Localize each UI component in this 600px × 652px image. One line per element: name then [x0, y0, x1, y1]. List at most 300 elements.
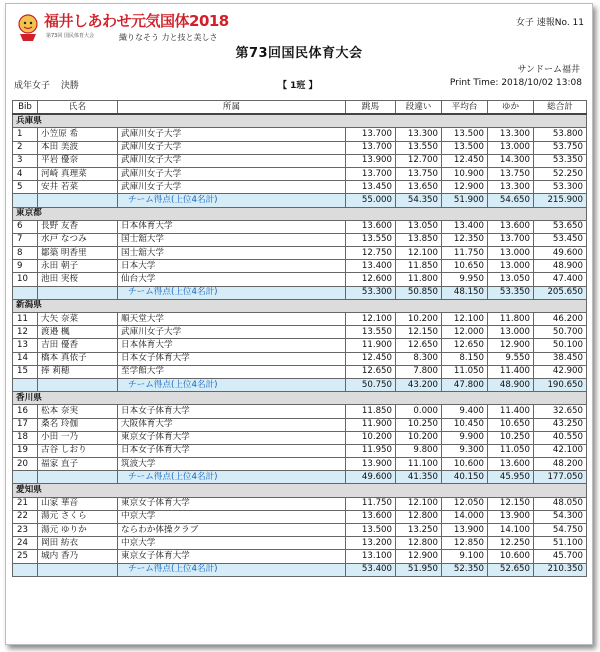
total-cell: 38.450 [534, 352, 587, 365]
results-table [12, 100, 587, 577]
name-cell: 本田 美波 [38, 141, 118, 154]
total-cell: 49.600 [534, 247, 587, 260]
vault-cell: 11.900 [346, 339, 396, 352]
affiliation-cell: 日本体育大学 [118, 220, 346, 233]
affiliation-cell: 中京大学 [118, 537, 346, 550]
total-cell: 47.400 [534, 273, 587, 286]
name-cell: 橋本 真依子 [38, 352, 118, 365]
team-total-row [13, 286, 587, 299]
table-row [13, 550, 587, 563]
team-vault-cell: 49.600 [346, 471, 396, 484]
prefecture-row [13, 299, 587, 312]
affiliation-cell: 日本女子体育大学 [118, 444, 346, 457]
team-vault-cell: 53.400 [346, 563, 396, 576]
vault-cell: 13.450 [346, 181, 396, 194]
total-cell: 50.100 [534, 339, 587, 352]
table-row [13, 313, 587, 326]
beam-cell: 10.900 [442, 167, 488, 180]
floor-cell: 13.000 [488, 260, 534, 273]
bars-cell: 10.200 [396, 313, 442, 326]
name-cell: 桑名 玲伽 [38, 418, 118, 431]
team-blank-cell [13, 471, 38, 484]
col-name: 氏名 [38, 101, 118, 115]
prefecture-row [13, 114, 587, 128]
col-vault: 跳馬 [346, 101, 396, 115]
col-beam: 平均台 [442, 101, 488, 115]
team-floor-cell: 45.950 [488, 471, 534, 484]
name-cell: 大矢 奈菜 [38, 313, 118, 326]
team-beam-cell: 47.800 [442, 378, 488, 391]
name-cell: 山家 華音 [38, 497, 118, 510]
name-cell: 小田 一乃 [38, 431, 118, 444]
col-bib: Bib [13, 101, 38, 115]
name-cell: 安井 若菜 [38, 181, 118, 194]
beam-cell: 13.500 [442, 128, 488, 141]
affiliation-cell: 武庫川女子大学 [118, 141, 346, 154]
bars-cell: 12.650 [396, 339, 442, 352]
team-total-row [13, 563, 587, 576]
bib-cell: 17 [13, 418, 38, 431]
vault-cell: 13.700 [346, 167, 396, 180]
table-row [13, 497, 587, 510]
team-total-label: チーム得点(上位4名計) [118, 471, 346, 484]
team-total-row [13, 194, 587, 207]
vault-cell: 13.900 [346, 458, 396, 471]
beam-cell: 12.050 [442, 497, 488, 510]
prefecture-name: 香川県 [13, 392, 587, 405]
floor-cell: 13.600 [488, 220, 534, 233]
vault-cell: 12.750 [346, 247, 396, 260]
name-cell: 福家 直子 [38, 458, 118, 471]
prefecture-name: 兵庫県 [13, 114, 587, 128]
prefecture-row [13, 484, 587, 497]
bib-cell: 3 [13, 154, 38, 167]
name-cell: 河崎 真理菜 [38, 167, 118, 180]
total-cell: 52.250 [534, 167, 587, 180]
bib-cell: 11 [13, 313, 38, 326]
bib-cell: 25 [13, 550, 38, 563]
floor-cell: 11.050 [488, 444, 534, 457]
team-beam-cell: 48.150 [442, 286, 488, 299]
name-cell: 長野 友香 [38, 220, 118, 233]
team-blank-cell [38, 471, 118, 484]
bib-cell: 20 [13, 458, 38, 471]
bars-cell: 13.650 [396, 181, 442, 194]
affiliation-cell: ならわか体操クラブ [118, 524, 346, 537]
affiliation-cell: 東京女子体育大学 [118, 497, 346, 510]
bars-cell: 12.150 [396, 326, 442, 339]
name-cell: 水戸 なつみ [38, 233, 118, 246]
team-total-row [13, 471, 587, 484]
team-total-cell: 215.900 [534, 194, 587, 207]
bib-cell: 6 [13, 220, 38, 233]
affiliation-cell: 東京女子体育大学 [118, 550, 346, 563]
table-row [13, 339, 587, 352]
table-row [13, 537, 587, 550]
table-row [13, 181, 587, 194]
affiliation-cell: 東京女子体育大学 [118, 431, 346, 444]
name-cell: 古谷 しおり [38, 444, 118, 457]
floor-cell: 13.900 [488, 510, 534, 523]
name-cell: 池田 実桜 [38, 273, 118, 286]
bib-cell: 7 [13, 233, 38, 246]
affiliation-cell: 国士舘大学 [118, 233, 346, 246]
affiliation-cell: 武庫川女子大学 [118, 154, 346, 167]
vault-cell: 13.700 [346, 141, 396, 154]
team-vault-cell: 50.750 [346, 378, 396, 391]
group-label: 【 1班 】 [278, 81, 318, 91]
bars-cell: 10.200 [396, 431, 442, 444]
total-cell: 54.300 [534, 510, 587, 523]
logo-title: 福井しあわせ元気国体2018 [44, 12, 229, 30]
floor-cell: 11.400 [488, 365, 534, 378]
vault-cell: 11.750 [346, 497, 396, 510]
bars-cell: 11.100 [396, 458, 442, 471]
team-blank-cell [38, 286, 118, 299]
prefecture-name: 愛知県 [13, 484, 587, 497]
beam-cell: 12.000 [442, 326, 488, 339]
total-cell: 32.650 [534, 405, 587, 418]
vault-cell: 13.900 [346, 154, 396, 167]
bars-cell: 13.050 [396, 220, 442, 233]
floor-cell: 13.300 [488, 181, 534, 194]
team-total-cell: 177.050 [534, 471, 587, 484]
bib-cell: 16 [13, 405, 38, 418]
bib-cell: 13 [13, 339, 38, 352]
bib-cell: 14 [13, 352, 38, 365]
team-blank-cell [13, 194, 38, 207]
team-blank-cell [38, 378, 118, 391]
name-cell: 渡邉 楓 [38, 326, 118, 339]
table-row [13, 458, 587, 471]
logo-slogan: 織りなそう 力と技と美しさ [119, 33, 218, 42]
floor-cell: 10.600 [488, 550, 534, 563]
table-row [13, 167, 587, 180]
total-cell: 51.100 [534, 537, 587, 550]
results-body [13, 114, 587, 576]
floor-cell: 13.750 [488, 167, 534, 180]
total-cell: 46.200 [534, 313, 587, 326]
affiliation-cell: 日本女子体育大学 [118, 405, 346, 418]
prefecture-name: 東京都 [13, 207, 587, 220]
affiliation-cell: 武庫川女子大学 [118, 128, 346, 141]
vault-cell: 11.950 [346, 444, 396, 457]
team-bars-cell: 54.350 [396, 194, 442, 207]
prefecture-row [13, 207, 587, 220]
beam-cell: 10.650 [442, 260, 488, 273]
event-round: 決勝 [60, 81, 79, 91]
affiliation-cell: 中京大学 [118, 510, 346, 523]
floor-cell: 10.650 [488, 418, 534, 431]
floor-cell: 13.000 [488, 141, 534, 154]
table-row [13, 260, 587, 273]
team-total-cell: 205.650 [534, 286, 587, 299]
affiliation-cell: 至学館大学 [118, 365, 346, 378]
col-bars: 段違い [396, 101, 442, 115]
bars-cell: 11.800 [396, 273, 442, 286]
event-category: 成年女子 [14, 81, 51, 91]
affiliation-cell: 日本大学 [118, 260, 346, 273]
bib-cell: 2 [13, 141, 38, 154]
vault-cell: 12.650 [346, 365, 396, 378]
total-cell: 48.900 [534, 260, 587, 273]
table-row [13, 154, 587, 167]
bars-cell: 12.100 [396, 497, 442, 510]
name-cell: 永田 朝子 [38, 260, 118, 273]
affiliation-cell: 筑波大学 [118, 458, 346, 471]
team-blank-cell [13, 563, 38, 576]
team-beam-cell: 51.900 [442, 194, 488, 207]
beam-cell: 13.900 [442, 524, 488, 537]
total-cell: 42.100 [534, 444, 587, 457]
name-cell: 小笠原 希 [38, 128, 118, 141]
table-row [13, 510, 587, 523]
affiliation-cell: 武庫川女子大学 [118, 181, 346, 194]
table-row [13, 326, 587, 339]
beam-cell: 9.950 [442, 273, 488, 286]
bib-cell: 1 [13, 128, 38, 141]
logo-subtitle: 第73回 国民体育大会 [46, 33, 94, 39]
beam-cell: 12.350 [442, 233, 488, 246]
bib-cell: 4 [13, 167, 38, 180]
bars-cell: 13.300 [396, 128, 442, 141]
affiliation-cell: 武庫川女子大学 [118, 167, 346, 180]
vault-cell: 11.900 [346, 418, 396, 431]
table-row [13, 233, 587, 246]
beam-cell: 12.450 [442, 154, 488, 167]
beam-cell: 12.650 [442, 339, 488, 352]
floor-cell: 12.250 [488, 537, 534, 550]
team-floor-cell: 48.900 [488, 378, 534, 391]
team-bars-cell: 43.200 [396, 378, 442, 391]
bib-cell: 15 [13, 365, 38, 378]
total-cell: 53.800 [534, 128, 587, 141]
beam-cell: 9.900 [442, 431, 488, 444]
total-cell: 42.900 [534, 365, 587, 378]
beam-cell: 11.050 [442, 365, 488, 378]
team-bars-cell: 41.350 [396, 471, 442, 484]
col-affiliation: 所属 [118, 101, 346, 115]
affiliation-cell: 日本女子体育大学 [118, 352, 346, 365]
name-cell: 湯元 ゆりか [38, 524, 118, 537]
bars-cell: 7.800 [396, 365, 442, 378]
table-row [13, 418, 587, 431]
vault-cell: 13.550 [346, 233, 396, 246]
floor-cell: 10.250 [488, 431, 534, 444]
affiliation-cell: 日本体育大学 [118, 339, 346, 352]
team-floor-cell: 53.350 [488, 286, 534, 299]
beam-cell: 14.000 [442, 510, 488, 523]
table-row [13, 273, 587, 286]
vault-cell: 13.600 [346, 510, 396, 523]
mascot-icon [14, 12, 42, 42]
name-cell: 松本 奈実 [38, 405, 118, 418]
bars-cell: 12.900 [396, 550, 442, 563]
beam-cell: 10.450 [442, 418, 488, 431]
bib-cell: 23 [13, 524, 38, 537]
total-cell: 53.350 [534, 154, 587, 167]
bars-cell: 11.850 [396, 260, 442, 273]
bars-cell: 13.850 [396, 233, 442, 246]
table-row [13, 128, 587, 141]
team-total-label: チーム得点(上位4名計) [118, 194, 346, 207]
prefecture-name: 新潟県 [13, 299, 587, 312]
team-blank-cell [38, 194, 118, 207]
bib-cell: 9 [13, 260, 38, 273]
bars-cell: 0.000 [396, 405, 442, 418]
total-cell: 43.250 [534, 418, 587, 431]
beam-cell: 8.150 [442, 352, 488, 365]
floor-cell: 14.300 [488, 154, 534, 167]
bib-cell: 19 [13, 444, 38, 457]
bars-cell: 10.250 [396, 418, 442, 431]
floor-cell: 13.000 [488, 247, 534, 260]
table-header [13, 101, 587, 115]
name-cell: 岡田 紡衣 [38, 537, 118, 550]
team-beam-cell: 52.350 [442, 563, 488, 576]
table-row [13, 220, 587, 233]
affiliation-cell: 仙台大学 [118, 273, 346, 286]
name-cell: 湯元 さくら [38, 510, 118, 523]
team-vault-cell: 53.300 [346, 286, 396, 299]
beam-cell: 9.300 [442, 444, 488, 457]
team-total-label: チーム得点(上位4名計) [118, 378, 346, 391]
bars-cell: 13.550 [396, 141, 442, 154]
affiliation-cell: 大阪体育大学 [118, 418, 346, 431]
beam-cell: 12.900 [442, 181, 488, 194]
bib-cell: 5 [13, 181, 38, 194]
team-total-row [13, 378, 587, 391]
total-cell: 53.450 [534, 233, 587, 246]
total-cell: 54.750 [534, 524, 587, 537]
floor-cell: 11.800 [488, 313, 534, 326]
venue: サンドーム福井 [517, 65, 580, 75]
bib-cell: 22 [13, 510, 38, 523]
prefecture-row [13, 392, 587, 405]
total-cell: 40.550 [534, 431, 587, 444]
bars-cell: 12.800 [396, 510, 442, 523]
bars-cell: 8.300 [396, 352, 442, 365]
floor-cell: 13.300 [488, 128, 534, 141]
floor-cell: 13.600 [488, 458, 534, 471]
beam-cell: 12.100 [442, 313, 488, 326]
name-cell: 平岩 優奈 [38, 154, 118, 167]
team-total-label: チーム得点(上位4名計) [118, 286, 346, 299]
floor-cell: 12.150 [488, 497, 534, 510]
table-row [13, 141, 587, 154]
table-row [13, 524, 587, 537]
team-blank-cell [38, 563, 118, 576]
team-blank-cell [13, 286, 38, 299]
total-cell: 48.200 [534, 458, 587, 471]
total-cell: 53.750 [534, 141, 587, 154]
floor-cell: 11.400 [488, 405, 534, 418]
name-cell: 鄒築 明香里 [38, 247, 118, 260]
vault-cell: 11.850 [346, 405, 396, 418]
name-cell: 吉田 優香 [38, 339, 118, 352]
vault-cell: 12.450 [346, 352, 396, 365]
bars-cell: 12.100 [396, 247, 442, 260]
team-beam-cell: 40.150 [442, 471, 488, 484]
floor-cell: 14.100 [488, 524, 534, 537]
col-floor: ゆか [488, 101, 534, 115]
floor-cell: 12.900 [488, 339, 534, 352]
team-vault-cell: 55.000 [346, 194, 396, 207]
bib-cell: 12 [13, 326, 38, 339]
team-total-cell: 190.650 [534, 378, 587, 391]
floor-cell: 13.000 [488, 326, 534, 339]
vault-cell: 13.200 [346, 537, 396, 550]
beam-cell: 9.400 [442, 405, 488, 418]
beam-cell: 13.500 [442, 141, 488, 154]
affiliation-cell: 武庫川女子大学 [118, 326, 346, 339]
team-blank-cell [13, 378, 38, 391]
bars-cell: 13.750 [396, 167, 442, 180]
event-info [14, 78, 87, 91]
vault-cell: 13.550 [346, 326, 396, 339]
team-total-label: チーム得点(上位4名計) [118, 563, 346, 576]
bars-cell: 13.250 [396, 524, 442, 537]
name-cell: 捧 莉穂 [38, 365, 118, 378]
team-bars-cell: 50.850 [396, 286, 442, 299]
bib-cell: 18 [13, 431, 38, 444]
bib-cell: 21 [13, 497, 38, 510]
table-row [13, 431, 587, 444]
floor-cell: 9.550 [488, 352, 534, 365]
total-cell: 45.700 [534, 550, 587, 563]
results-sheet [5, 3, 593, 645]
vault-cell: 10.200 [346, 431, 396, 444]
total-cell: 48.050 [534, 497, 587, 510]
bib-cell: 24 [13, 537, 38, 550]
bulletin-number: 女子 速報No. 11 [515, 18, 584, 28]
col-total: 総合計 [534, 101, 587, 115]
beam-cell: 13.400 [442, 220, 488, 233]
print-time: Print Time: 2018/10/02 13:08 [449, 78, 582, 88]
total-cell: 50.700 [534, 326, 587, 339]
vault-cell: 12.600 [346, 273, 396, 286]
team-total-cell: 210.350 [534, 563, 587, 576]
vault-cell: 13.500 [346, 524, 396, 537]
page-title: 第73回国民体育大会 [235, 46, 363, 61]
total-cell: 53.650 [534, 220, 587, 233]
bars-cell: 9.800 [396, 444, 442, 457]
affiliation-cell: 国士舘大学 [118, 247, 346, 260]
table-row [13, 247, 587, 260]
beam-cell: 11.750 [442, 247, 488, 260]
floor-cell: 13.050 [488, 273, 534, 286]
table-row [13, 365, 587, 378]
vault-cell: 13.100 [346, 550, 396, 563]
vault-cell: 13.700 [346, 128, 396, 141]
affiliation-cell: 順天堂大学 [118, 313, 346, 326]
beam-cell: 10.600 [442, 458, 488, 471]
table-row [13, 444, 587, 457]
table-row [13, 405, 587, 418]
total-cell: 53.300 [534, 181, 587, 194]
team-bars-cell: 51.950 [396, 563, 442, 576]
vault-cell: 13.400 [346, 260, 396, 273]
bars-cell: 12.700 [396, 154, 442, 167]
table-row [13, 352, 587, 365]
beam-cell: 9.100 [442, 550, 488, 563]
bib-cell: 8 [13, 247, 38, 260]
bars-cell: 12.800 [396, 537, 442, 550]
vault-cell: 12.100 [346, 313, 396, 326]
team-floor-cell: 54.650 [488, 194, 534, 207]
beam-cell: 12.850 [442, 537, 488, 550]
team-floor-cell: 52.650 [488, 563, 534, 576]
